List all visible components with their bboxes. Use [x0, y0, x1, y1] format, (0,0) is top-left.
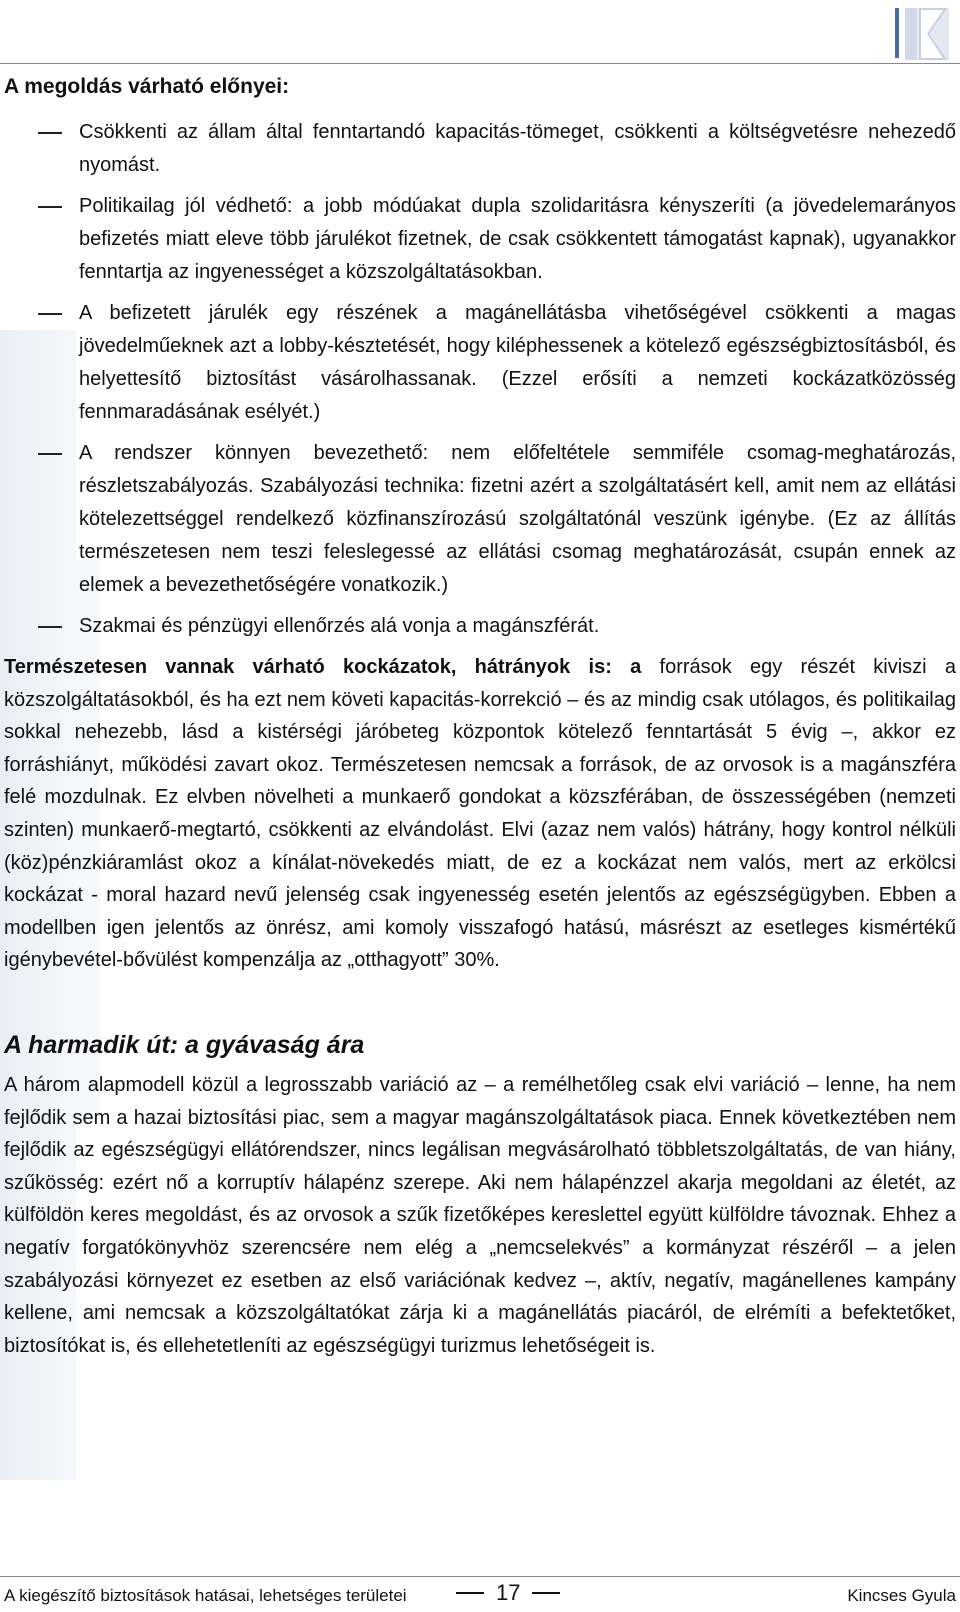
dash-right-icon	[532, 1592, 560, 1594]
footer-document-title: A kiegészítő biztosítások hatásai, lehetséges területei	[4, 1586, 407, 1605]
third-way-paragraph: A három alapmodell közül a legrosszabb variáció az – a remélhetőleg csak elvi variáció – lenne, ha nem fejlődik sem a hazai biztosítási piac, sem a magyar magánszolgáltatások piaca. Ennek következtében nem fejlődik az egészségügyi ellátórendszer, nincs legálisan megvásárolható többletszolgáltatás, de van hiány, szűkösség: ezért nő a korruptív hálapénz szerepe. Aki nem hálapénzzel akarja megoldani az életét, az külföldön keres megoldást, és az orvosok a szűk fizetőképes kereslettel együtt külföldre távoznak. Ehhez a negatív forgatókönyvhöz szerencsére nem elég a „nemcselekvés” a kormányzat részéről – a jelen szabályozási környezet ez esetben az első variációnak kedvez –, aktív, negatív, magánellenes kampány kellene, ami nemcsak a közszolgáltatókat zárja ki a magánellátás piacáról, de elrémíti a befektetőket, biztosítókat is, és ellehetetleníti az egészségügyi turizmus lehetőségeit is.	[4, 1073, 956, 1357]
dash-bullet-icon	[38, 626, 62, 628]
page-number: 17	[496, 1580, 521, 1605]
risks-bold-lead: Természetesen vannak várható kockázatok, hátrányok is: a	[4, 656, 642, 678]
dash-bullet-icon	[38, 132, 62, 134]
benefits-list	[4, 116, 956, 643]
list-item	[4, 610, 956, 643]
page-content	[4, 70, 956, 1362]
list-item-text: A befizetett járulék egy részének a magánellátásba vihetőségével csökkenti a magas jövedelműeknek azt a lobby-késztetését, hogy kiléphessenek a kötelező egészségbiztosításból, és helyettesítő biztosítást vásárolhassanak. (Ezzel erősíti a nemzeti kockázatközösség fennmaradásának esélyét.)	[79, 302, 956, 423]
list-item-text: Csökkenti az állam által fenntartandó kapacitás-tömeget, csökkenti a költségvetésre nehezedő nyomást.	[79, 121, 956, 176]
benefits-heading: A megoldás várható előnyei:	[4, 75, 290, 98]
page-footer	[4, 1580, 956, 1608]
footer-author: Kincses Gyula	[847, 1586, 956, 1605]
list-item	[4, 190, 956, 289]
footer-page-number	[456, 1580, 560, 1606]
publisher-k-logo-icon	[895, 6, 953, 62]
dash-bullet-icon	[38, 453, 62, 455]
section-title: A harmadik út: a gyávaság ára	[4, 1030, 365, 1059]
dash-left-icon	[456, 1592, 484, 1594]
risks-paragraph	[4, 651, 956, 977]
list-item-text: A rendszer könnyen bevezethető: nem előfeltétele semmiféle csomag-meghatározás, részletszabályozás. Szabályozási technika: fizetni azért a szolgáltatásért kell, amit nem az ellátási kötelezettséggel rendelkező közfinanszírozású szolgáltatónál veszünk igénybe. (Ez az állítás természetesen nem teszi feleslegessé az ellátási csomag meghatározását, csupán ennek az elemek a bevezethetőségére vonatkozik.)	[79, 442, 956, 596]
dash-bullet-icon	[38, 313, 62, 315]
list-item	[4, 437, 956, 602]
list-item	[4, 116, 956, 182]
list-item	[4, 297, 956, 429]
risks-text: források egy részét kiviszi a közszolgáltatásokból, és ha ezt nem követi kapacitás-korrekció – és az mindig csak utólagos, és politikailag sokkal nehezebb, lásd a kistérségi járóbeteg központok kötelező fenntartását 5 évig –, akkor ez forráshiányt, működési zavart okoz. Természetesen nemcsak a források, de az orvosok is a magánszféra felé mozdulnak. Ez elvben növelheti a munkaerő gondokat a közszférában, de összességében (nemzeti szinten) munkaerő-megtartó, csökkenti az elvándolást. Elvi (azaz nem valós) hátrány, hogy kontrol nélküli (köz)pénzkiáramlást okoz a kínálat-növekedés miatt, de ez a kockázat nem valós, mert az erkölcsi kockázat - moral hazard nevű jelenség csak ingyenesség esetén jelentős az egészségügyben. Ebben a modellben igen jelentős az önrész, ami komoly visszafogó hatású, másrészt az esetleges kismértékű igénybevétel-bővülést kompenzálja az „otthagyott” 30%.	[4, 656, 956, 972]
list-item-text: Politikailag jól védhető: a jobb módúakat dupla szolidaritásra kényszeríti (a jövedelemarányos befizetés miatt eleve több járulékot fizetnek, de csak csökkentett támogatást kapnak), ugyanakkor fenntartja az ingyenességet a közszolgáltatásokban.	[79, 195, 956, 283]
footer-rule	[0, 1576, 960, 1577]
dash-bullet-icon	[38, 206, 62, 208]
list-item-text: Szakmai és pénzügyi ellenőrzés alá vonja a magánszférát.	[79, 615, 600, 637]
header-rule	[0, 63, 960, 64]
